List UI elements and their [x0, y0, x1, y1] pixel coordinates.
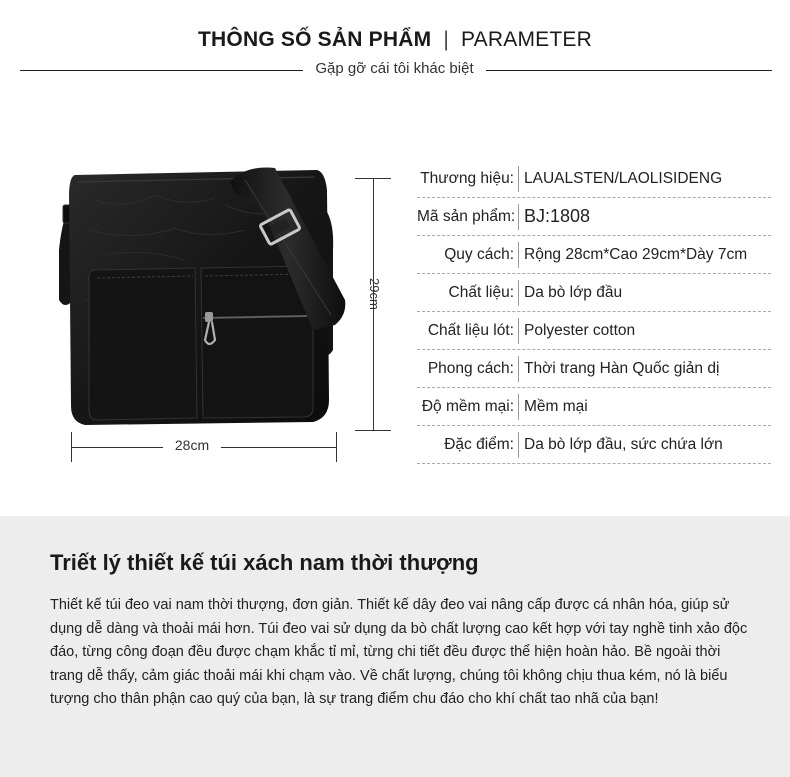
spec-row-product-code: [417, 198, 771, 236]
section-body: Thiết kế túi đeo vai nam thời thượng, đơn giản. Thiết kế dây đeo vai nâng cấp được cá nhân hóa, giúp sử dụng dễ dàng và thoải mái hơn. Túi đeo vai sử dụng da bò chất lượng cao kết hợp với tay nghề tinh xảo độc đáo, từng công đoạn đều được chạm khắc tỉ mỉ, từng chi tiết đều được thể hiện hoàn hảo. Bề ngoài thời trang dễ thấy, cảm giác thoải mái khi chạm vào. Về chất lượng, chúng tôi không chịu thua kém, nó là biểu tượng cho thân phận cao quý của bạn, là sự trang điểm chu đáo cho khí chất tao nhã của bạn!: [50, 597, 748, 707]
spec-divider: [518, 394, 519, 420]
spec-divider: [518, 242, 519, 268]
spec-label: Thương hiệu:: [420, 170, 514, 187]
spec-divider: [518, 166, 519, 192]
spec-value: Da bò lớp đầu, sức chứa lớn: [524, 436, 723, 453]
title-sub: PARAMETER: [461, 28, 592, 51]
title-separator: |: [443, 28, 449, 51]
spec-row-brand: [417, 160, 771, 198]
spec-divider: [518, 318, 519, 344]
height-dim-label: 29cm: [367, 278, 382, 310]
spec-row-softness: [417, 388, 771, 426]
spec-row-lining: [417, 312, 771, 350]
spec-divider: [518, 280, 519, 306]
product-image: [45, 150, 375, 470]
spec-divider: [518, 204, 519, 230]
spec-divider: [518, 356, 519, 382]
spec-value: LAUALSTEN/LAOLISIDENG: [524, 170, 723, 187]
page-subtitle: Gặp gỡ cái tôi khác biệt: [315, 60, 474, 77]
spec-label: Phong cách:: [427, 360, 514, 377]
width-dim-label: 28cm: [163, 437, 221, 453]
spec-value: Rộng 28cm*Cao 29cm*Dày 7cm: [524, 246, 748, 263]
spec-row-dimensions: [417, 236, 771, 274]
spec-label: Quy cách:: [444, 246, 514, 263]
front-pocket-left: [89, 268, 197, 420]
spec-label: Chất liệu:: [448, 284, 514, 301]
page-header: [0, 0, 790, 90]
spec-divider: [518, 432, 519, 458]
section-heading: Triết lý thiết kế túi xách nam thời thượng: [50, 550, 479, 575]
spec-value: BJ:1808: [524, 206, 591, 226]
spec-value: Mềm mại: [524, 398, 588, 415]
width-dim-tick-right: [336, 432, 337, 462]
spec-label: Mã sản phẩm:: [417, 208, 516, 225]
divider-right: [486, 70, 772, 71]
spec-row-style: [417, 350, 771, 388]
spec-label: Đặc điểm:: [444, 436, 514, 453]
spec-table: [417, 160, 771, 464]
spec-value: Da bò lớp đầu: [524, 284, 623, 301]
spec-row-material: [417, 274, 771, 312]
divider-left: [20, 70, 303, 71]
spec-row-features: [417, 426, 771, 464]
height-dim-tick-bottom: [355, 430, 391, 431]
spec-label: Độ mềm mại:: [421, 398, 514, 415]
spec-value: Thời trang Hàn Quốc giản dị: [524, 360, 720, 377]
title-main: THÔNG SỐ SẢN PHẨM: [198, 28, 432, 51]
spec-label: Chất liệu lót:: [427, 322, 514, 339]
design-philosophy-section: [0, 516, 790, 777]
page-title: [0, 28, 790, 52]
zipper-pull-icon: [205, 312, 213, 322]
spec-value: Polyester cotton: [524, 322, 636, 339]
